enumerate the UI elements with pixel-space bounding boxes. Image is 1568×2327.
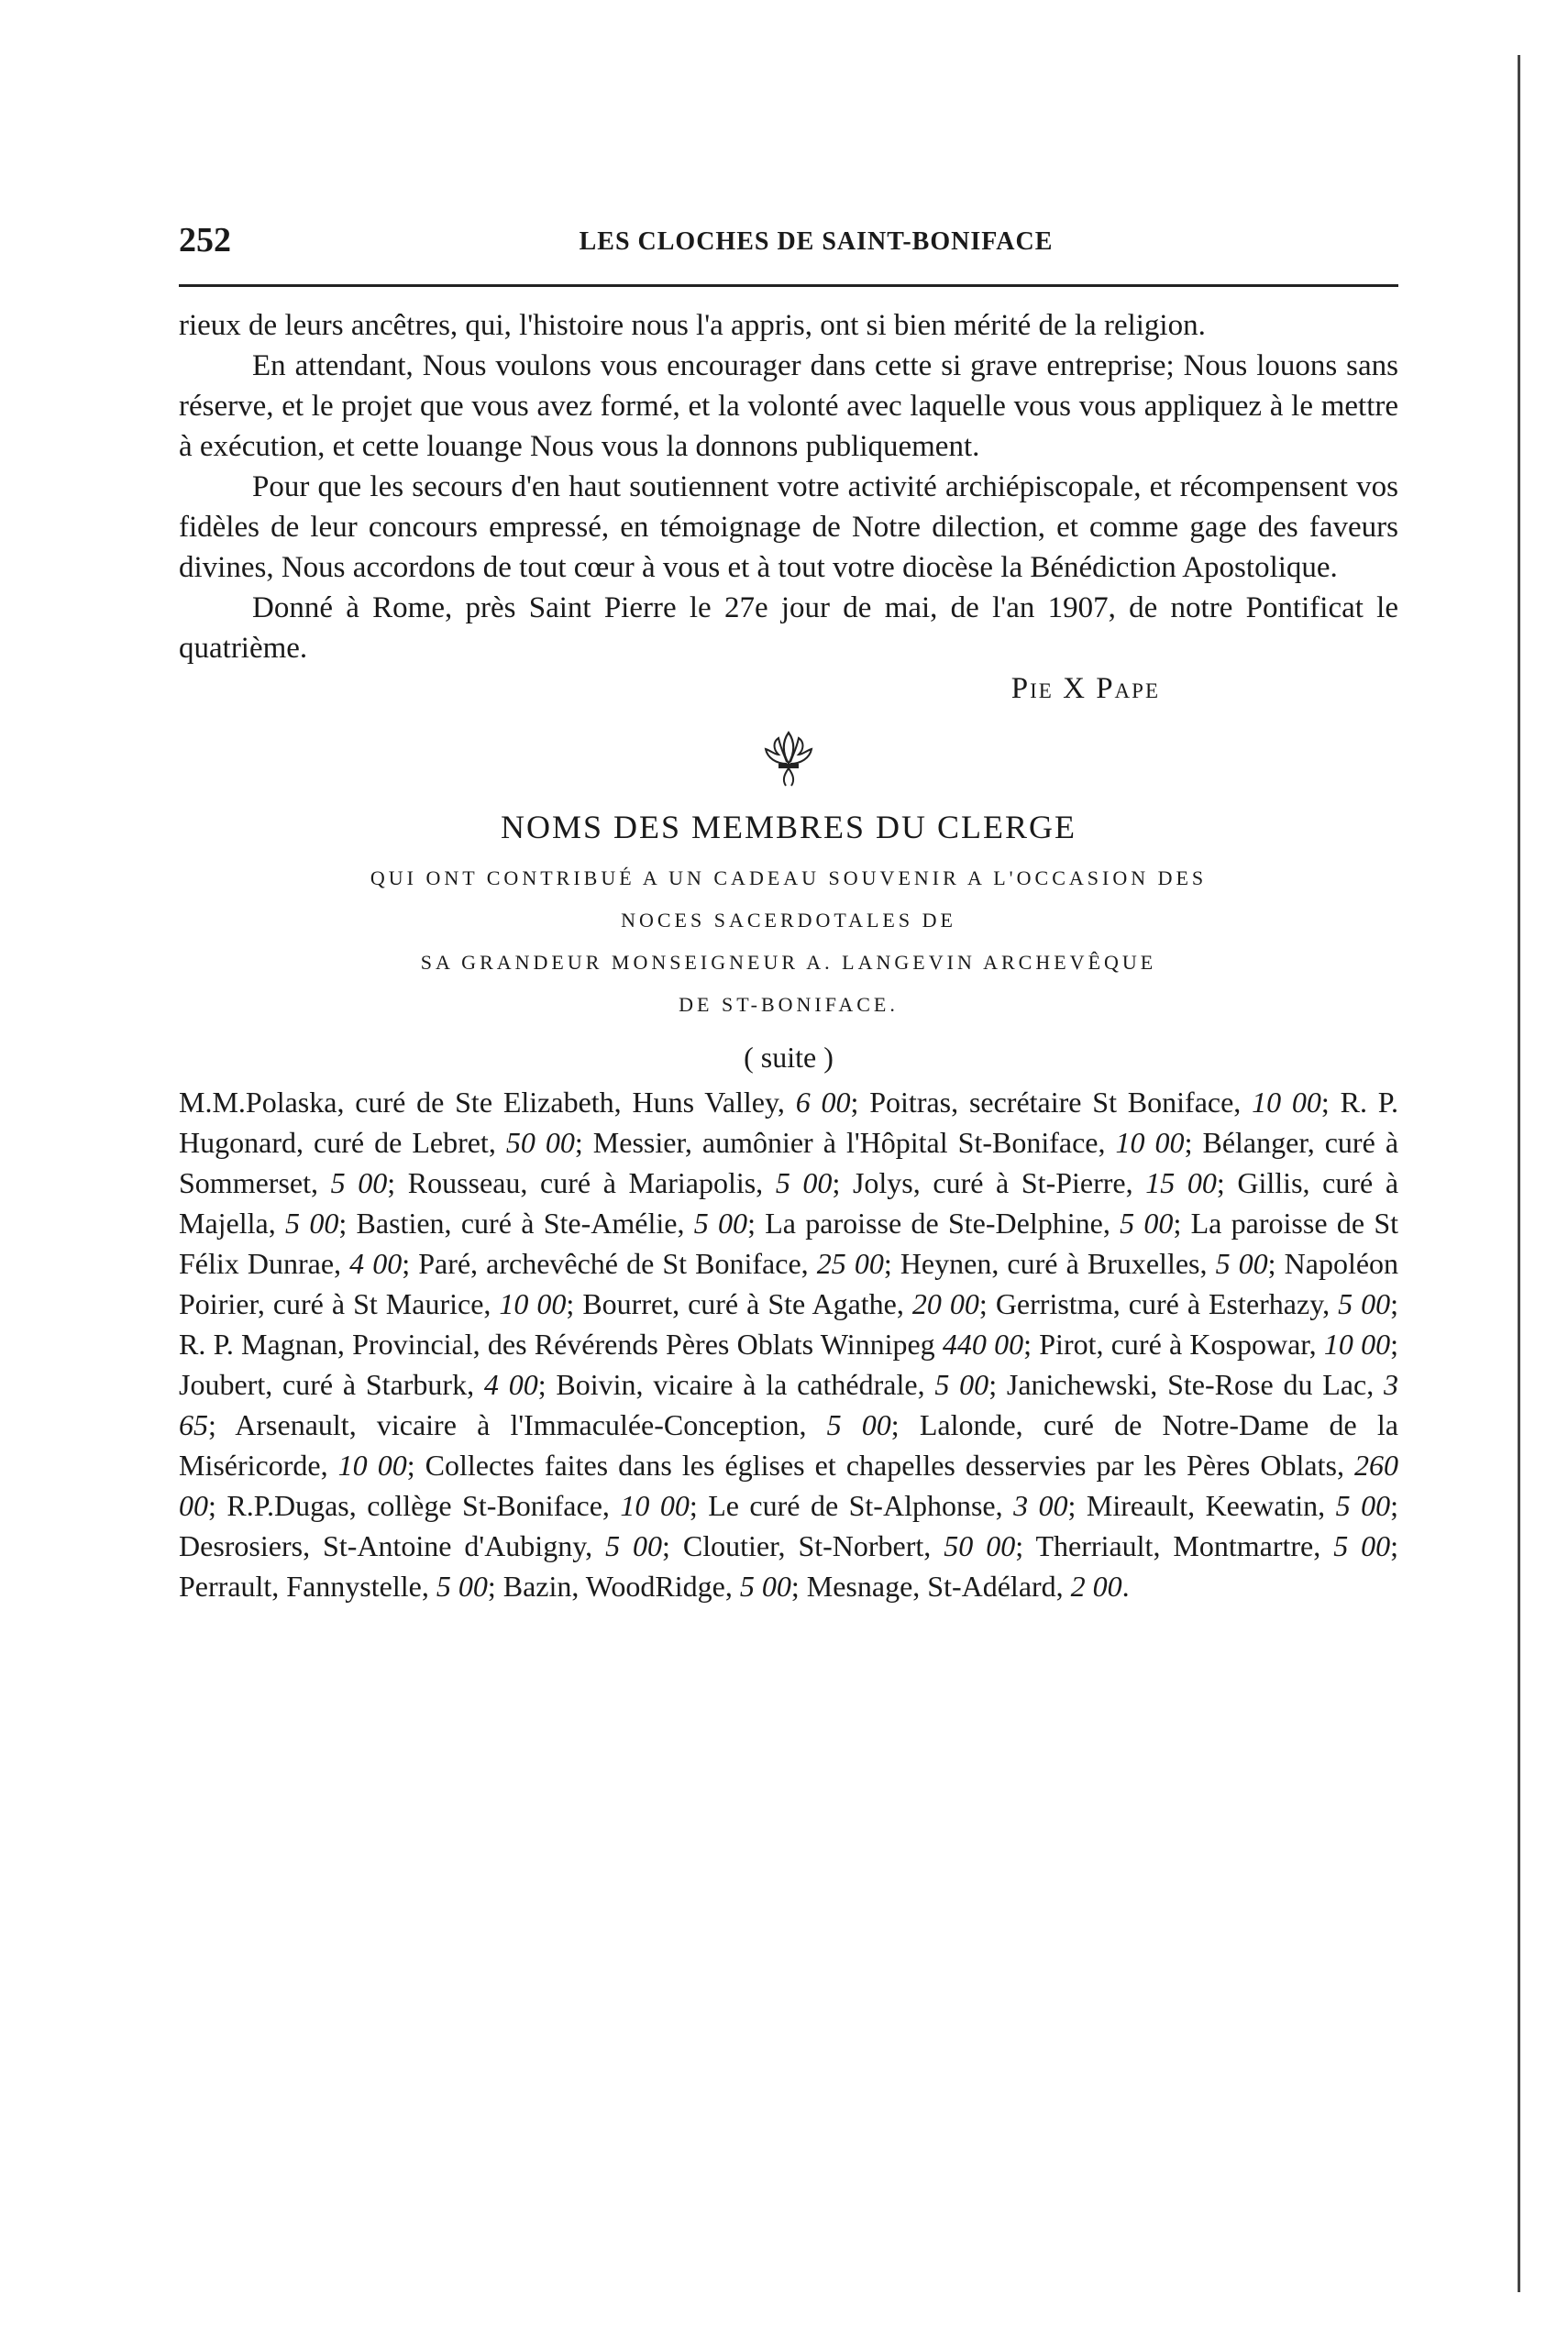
contributor-entry: ; Poitras, secrétaire St Boniface, <box>850 1086 1253 1119</box>
contributor-entry: ; Perrault, Fannystelle, <box>179 1529 1399 1603</box>
section-subtitle-line: NOCES SACERDOTALES DE <box>621 909 956 932</box>
section-title: NOMS DES MEMBRES DU CLERGE <box>500 809 1077 845</box>
contribution-amount: 5 00 <box>693 1207 748 1240</box>
letter-body <box>179 305 1398 668</box>
contribution-amount: 20 00 <box>911 1287 979 1320</box>
letter-paragraph: En attendant, Nous voulons vous encourager dans cette si grave entreprise; Nous louons sans réserve, et le projet que vous avez formé, et la volonté avec laquelle vous vous appliquez à le mettre à exécution, et cette louange Nous vous la donnons publiquement. <box>179 349 1398 463</box>
page-number: 252 <box>179 221 231 259</box>
letter-paragraph: Donné à Rome, près Saint Pierre le 27e jour de mai, de l'an 1907, de notre Pontificat le quatrième. <box>179 591 1398 665</box>
contributor-entry: ; Collectes faites dans les églises et chapelles desservies par les Pères Oblats, <box>406 1449 1355 1482</box>
fleur-de-lis-icon <box>756 727 821 791</box>
contribution-amount: 10 00 <box>620 1489 690 1522</box>
contribution-amount: 50 00 <box>944 1529 1016 1562</box>
contribution-amount: 5 00 <box>330 1166 388 1199</box>
contributions-list <box>179 1082 1398 1606</box>
contribution-amount: 10 00 <box>499 1287 567 1320</box>
letter-paragraph: Pour que les secours d'en haut soutiennent votre activité archiépiscopale, et récompensent vos fidèles de leur concours empressé, en témoignage de Notre dilection, et comme gage des faveurs divines, Nous accordons de tout cœur à vous et à tout votre diocèse la Bénédiction Apostolique. <box>179 470 1398 584</box>
letter-paragraph: rieux de leurs ancêtres, qui, l'histoire nous l'a appris, ont si bien mérité de la religion. <box>179 309 1206 342</box>
contribution-amount: 5 00 <box>1333 1529 1391 1562</box>
running-head: LES CLOCHES DE SAINT-BONIFACE <box>579 227 1054 256</box>
contributor-entry: ; La paroisse de St Félix Dunrae, <box>179 1207 1399 1280</box>
contributor-entry: ; Lalonde, curé de Notre-Dame de la Miséricorde, <box>179 1408 1399 1482</box>
contributor-entry: ; Mireault, Keewatin, <box>1067 1489 1336 1522</box>
contribution-amount: 5 00 <box>775 1166 833 1199</box>
contribution-amount: 4 00 <box>483 1368 538 1401</box>
contribution-amount: 5 00 <box>1120 1207 1174 1240</box>
page-header <box>179 220 1398 275</box>
contributor-entry: ; Boivin, vicaire à la cathédrale, <box>537 1368 935 1401</box>
page-edge-line <box>1518 55 1520 2292</box>
contributor-entry: ; Rousseau, curé à Mariapolis, <box>387 1166 776 1199</box>
contributor-entry: ; R.P.Dugas, collège St-Boniface, <box>208 1489 621 1522</box>
contributor-entry: ; Napoléon Poirier, curé à St Maurice, <box>179 1247 1399 1320</box>
header-rule <box>179 284 1398 287</box>
contributor-entry: ; Desrosiers, St-Antoine d'Aubigny, <box>179 1489 1398 1562</box>
contribution-amount: 10 00 <box>337 1449 407 1482</box>
book-page <box>179 220 1398 1606</box>
contributor-entry: ; R. P. Hugonard, curé de Lebret, <box>179 1086 1399 1159</box>
contribution-amount: 2 00 <box>1070 1570 1122 1603</box>
contributor-entry: ; Bazin, WoodRidge, <box>487 1570 740 1603</box>
section-subtitle-line: QUI ONT CONTRIBUÉ A UN CADEAU SOUVENIR A L'OCCASION DES <box>370 866 1208 889</box>
contribution-amount: 4 00 <box>349 1247 403 1280</box>
ornament <box>179 727 1398 791</box>
contribution-amount: 50 00 <box>505 1126 575 1159</box>
contribution-amount: 5 00 <box>1335 1489 1391 1522</box>
contribution-amount: 10 00 <box>1252 1086 1321 1119</box>
contribution-amount: 15 00 <box>1145 1166 1217 1199</box>
contribution-amount: 10 00 <box>1115 1126 1185 1159</box>
contribution-amount: 5 00 <box>739 1570 791 1603</box>
contributor-entry: . <box>1121 1570 1130 1603</box>
contributor-entry: ; Cloutier, St-Norbert, <box>662 1529 944 1562</box>
contributor-entry: ; Le curé de St-Alphonse, <box>689 1489 1014 1522</box>
contributor-entry: ; Mesnage, St-Adélard, <box>790 1570 1071 1603</box>
contribution-amount: 5 00 <box>436 1570 488 1603</box>
suite-label: ( suite ) <box>744 1041 834 1074</box>
contributor-entry: ; Gerristma, curé à Esterhazy, <box>978 1287 1339 1320</box>
contributor-entry: ; Bourret, curé à Ste Agathe, <box>566 1287 912 1320</box>
contributor-entry: ; Bastien, curé à Ste-Amélie, <box>338 1207 694 1240</box>
contribution-amount: 25 00 <box>816 1247 884 1280</box>
contributor-entry: ; Jolys, curé à St-Pierre, <box>832 1166 1146 1199</box>
contributor-entry: ; Therriault, Montmartre, <box>1015 1529 1334 1562</box>
contribution-amount: 10 00 <box>1323 1328 1391 1361</box>
contributor-entry: ; Bélanger, curé à Sommerset, <box>179 1126 1399 1199</box>
contributor-entry: ; Janichewski, Ste-Rose du Lac, <box>988 1368 1385 1401</box>
contribution-amount: 6 00 <box>795 1086 851 1119</box>
contribution-amount: 5 00 <box>1215 1247 1268 1280</box>
contribution-amount: 5 00 <box>605 1529 663 1562</box>
contribution-amount: 440 00 <box>942 1328 1024 1361</box>
contribution-amount: 3 00 <box>1013 1489 1068 1522</box>
contributor-entry: ; Heynen, curé à Bruxelles, <box>883 1247 1216 1280</box>
contribution-amount: 5 00 <box>934 1368 989 1401</box>
contributor-entry: M.M.Polaska, curé de Ste Elizabeth, Huns Valley, <box>179 1086 796 1119</box>
contributor-entry: ; Joubert, curé à Starburk, <box>179 1328 1399 1401</box>
contributor-entry: ; Arsenault, vicaire à l'Immaculée-Conception, <box>208 1408 827 1441</box>
section-subtitle-line: DE ST-BONIFACE. <box>679 993 899 1016</box>
contributor-entry: ; R. P. Magnan, Provincial, des Révérends Pères Oblats Winnipeg <box>179 1287 1399 1361</box>
section-subtitle-line: SA GRANDEUR MONSEIGNEUR A. LANGEVIN ARCHEVÊQUE <box>420 951 1157 974</box>
contributor-entry: ; La paroisse de Ste-Delphine, <box>747 1207 1121 1240</box>
contributor-entry: ; Messier, aumônier à l'Hôpital St-Boniface, <box>574 1126 1116 1159</box>
contribution-amount: 3 65 <box>179 1368 1399 1441</box>
contributor-entry: ; Paré, archevêché de St Boniface, <box>402 1247 817 1280</box>
signature: Pie X Pape <box>1010 672 1160 705</box>
contribution-amount: 5 00 <box>1338 1287 1391 1320</box>
contribution-amount: 260 00 <box>179 1449 1399 1522</box>
contributor-entry: ; Gillis, curé à Majella, <box>179 1166 1399 1240</box>
contribution-amount: 5 00 <box>285 1207 339 1240</box>
contributor-entry: ; Pirot, curé à Kospowar, <box>1023 1328 1324 1361</box>
contribution-amount: 5 00 <box>826 1408 891 1441</box>
